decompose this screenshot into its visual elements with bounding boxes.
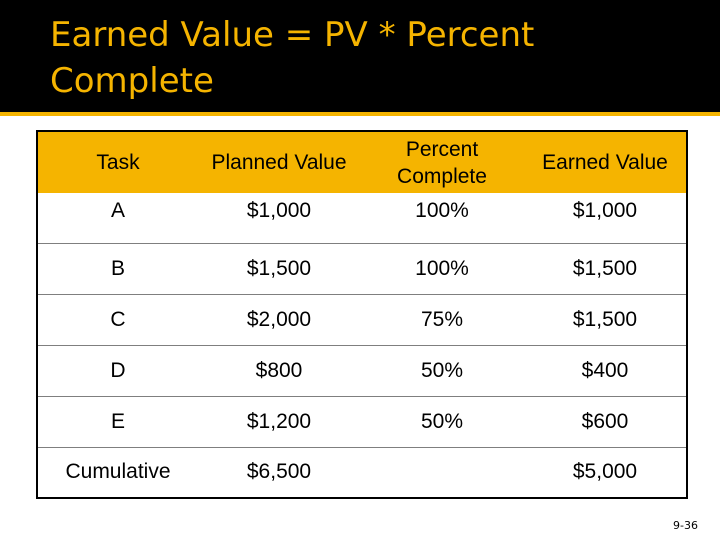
cell-earned-value: $1,500 — [524, 243, 687, 294]
cell-planned-value: $1,200 — [198, 396, 360, 447]
cell-earned-value: $1,000 — [524, 193, 687, 243]
table-header-row — [37, 131, 687, 193]
cell-task: D — [37, 345, 198, 396]
title-bar — [0, 0, 720, 116]
cell-task: E — [37, 396, 198, 447]
header-planned-value: Planned Value — [198, 131, 360, 193]
cell-earned-value: $1,500 — [524, 294, 687, 345]
table-row — [37, 193, 687, 243]
cell-earned-value: $400 — [524, 345, 687, 396]
cell-percent-complete: 50% — [360, 396, 524, 447]
cell-percent-complete: 75% — [360, 294, 524, 345]
table-row — [37, 294, 687, 345]
header-earned-value: Earned Value — [524, 131, 687, 193]
table-row — [37, 243, 687, 294]
header-percent-complete: Percent Complete — [360, 131, 524, 193]
cell-percent-complete — [360, 447, 524, 498]
cell-percent-complete: 100% — [360, 243, 524, 294]
cell-task: A — [37, 193, 198, 243]
earned-value-table — [36, 130, 688, 499]
cell-percent-complete: 100% — [360, 193, 524, 243]
cell-planned-value: $800 — [198, 345, 360, 396]
cell-task: Cumulative — [37, 447, 198, 498]
table-row — [37, 345, 687, 396]
cell-task: B — [37, 243, 198, 294]
table-row-cumulative — [37, 447, 687, 498]
cell-earned-value: $5,000 — [524, 447, 687, 498]
slide-number: 9-36 — [673, 519, 698, 532]
cell-planned-value: $1,000 — [198, 193, 360, 243]
cell-planned-value: $1,500 — [198, 243, 360, 294]
cell-percent-complete: 50% — [360, 345, 524, 396]
cell-planned-value: $2,000 — [198, 294, 360, 345]
table-row — [37, 396, 687, 447]
slide-title: Earned Value = PV * Percent Complete — [50, 15, 535, 101]
cell-planned-value: $6,500 — [198, 447, 360, 498]
header-task: Task — [37, 131, 198, 193]
cell-earned-value: $600 — [524, 396, 687, 447]
cell-task: C — [37, 294, 198, 345]
